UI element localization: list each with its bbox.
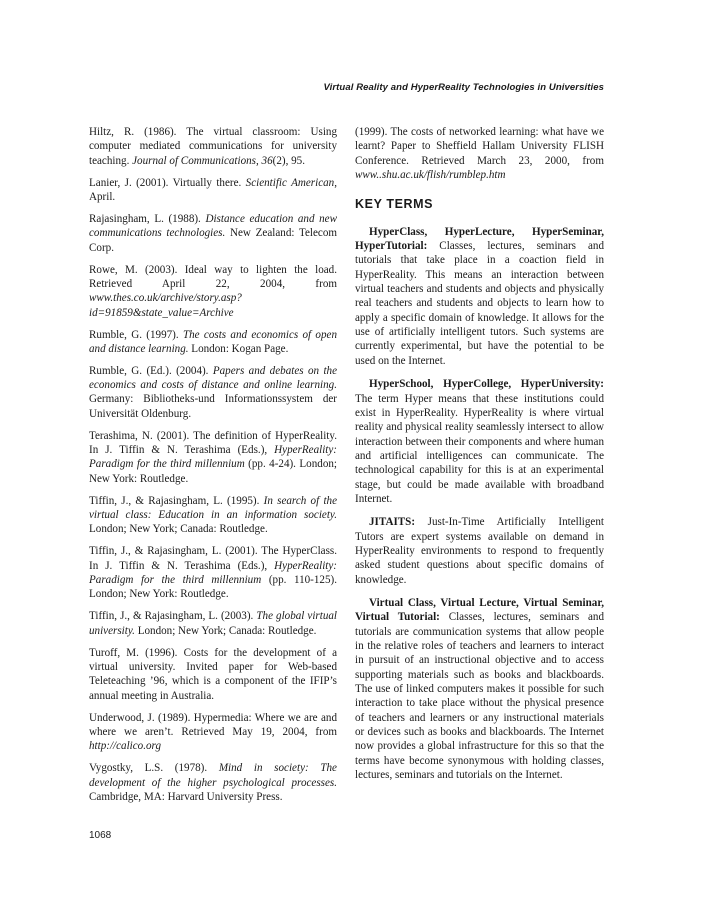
reference-entry: Lanier, J. (2001). Virtually there. Scientific American, April. [89, 176, 338, 203]
reference-entry: Tiffin, J., & Rajasingham, L. (2003). The global virtual university. London; New York; Canada: Routledge. [89, 610, 337, 637]
reference-entry: Terashima, N. (2001). The definition of HyperReality. In J. Tiffin & N. Terashima (Eds.), HyperReality: Paradigm for the third millennium (pp. 4-24). London; New York: Routledge. [89, 429, 337, 485]
key-terms-heading: KEY TERMS [355, 197, 434, 212]
reference-entry: Rajasingham, L. (1988). Distance education and new communications technologies. New Zealand: Telecom Corp. [89, 212, 337, 254]
page-number: 1068 [89, 830, 112, 841]
reference-entry: Underwood, J. (1989). Hypermedia: Where we are and where we aren’t. Retrieved May 19, 2004, from http://calico.org [89, 711, 337, 753]
reference-entry: Hiltz, R. (1986). The virtual classroom: Using computer mediated communications for university teaching. Journal of Communications, 36(2), 95. [89, 126, 337, 167]
key-term-entry: Virtual Class, Virtual Lecture, Virtual Seminar, Virtual Tutorial: Classes, lectures, seminars and tutorials are communication systems that allow people in the relative roles of teachers and learners to interact in pursuit of an instructional objective and to access supporting materials such as books and blackboards. The use of linked computers makes it possible for such interaction to take place without the physical presence of teachers and learners or any instructional materials or devices such as books and blackboards. The Internet now provides a global infrastructure for this so that the terms have become synonymous with holding classes, lectures, seminars and tutorials on the Internet. [355, 596, 604, 782]
references-column [89, 125, 337, 812]
reference-entry-continued: (1999). The costs of networked learning: what have we learnt? Paper to Sheffield Hallam University FLISH Conference. Retrieved March 23, 2000, from www..shu.ac.uk/flish/rumblep.htm [355, 126, 604, 182]
reference-entry: Rowe, M. (2003). Ideal way to lighten the load. Retrieved April 22, 2004, from www.thes.co.uk/archive/story.asp?id=91859&state_value=Archive [89, 263, 337, 319]
key-term-entry: HyperSchool, HyperCollege, HyperUniversity: The term Hyper means that these institutions could exist in HyperReality. HyperReality is where virtual reality and physical reality seamlessly intersect to allow interaction between their components and where human and artificial intelligences can communicate. The technological capability for this is at an experimental stage, but could be made available with broadband Internet. [355, 378, 604, 505]
key-term-entry: JITAITS: Just-In-Time Artificially Intelligent Tutors are expert systems available on demand in HyperReality environments to respond to frequently asked student questions about specific domains of knowledge. [355, 516, 604, 586]
key-term-label: HyperClass, HyperLecture, HyperSeminar, HyperTutorial: [355, 225, 604, 253]
running-head: Virtual Reality and HyperReality Technologies in Universities [323, 82, 604, 93]
reference-entry: Rumble, G. (1997). The costs and economics of open and distance learning. London: Kogan Page. [89, 328, 337, 355]
reference-entry: Turoff, M. (1996). Costs for the development of a virtual university. Invited paper for Web-based Teleteaching ’96, which is a component of the IFIP’s annual meeting in Australia. [89, 646, 337, 702]
reference-entry: Tiffin, J., & Rajasingham, L. (2001). The HyperClass. In J. Tiffin & N. Terashima (Eds.), HyperReality: Paradigm for the third millennium (pp. 110-125). London; New York: Routledge. [89, 545, 337, 601]
reference-entry: Rumble, G. (Ed.). (2004). Papers and debates on the economics and costs of distance and online learning. Germany: Bibliotheks-und Informationssystem der Universität Oldenburg. [89, 364, 337, 420]
key-term-label: HyperSchool, HyperCollege, HyperUniversity: [369, 378, 604, 391]
key-terms-column [355, 125, 604, 791]
key-term-entry: HyperClass, HyperLecture, HyperSeminar, HyperTutorial: Classes, lectures, seminars and tutorials that take place in a coaction field in HyperReality. This means an interaction between virtual teachers and students and objects and physically real teachers and students and objects to learn how to apply a specific domain of knowledge. It allows for the use of artificially intelligent tutors. Such systems are currently experimental, but have the potential to be used on the Internet. [355, 225, 604, 367]
reference-entry: Tiffin, J., & Rajasingham, L. (1995). In search of the virtual class: Education in an information society. London; New York; Canada: Routledge. [89, 494, 337, 536]
reference-entry: Vygostky, L.S. (1978). Mind in society: The development of the higher psychological processes. Cambridge, MA: Harvard University Press. [89, 762, 337, 803]
key-term-label: JITAITS: [369, 516, 416, 529]
key-term-label: Virtual Class, Virtual Lecture, Virtual Seminar, Virtual Tutorial: [355, 596, 604, 624]
